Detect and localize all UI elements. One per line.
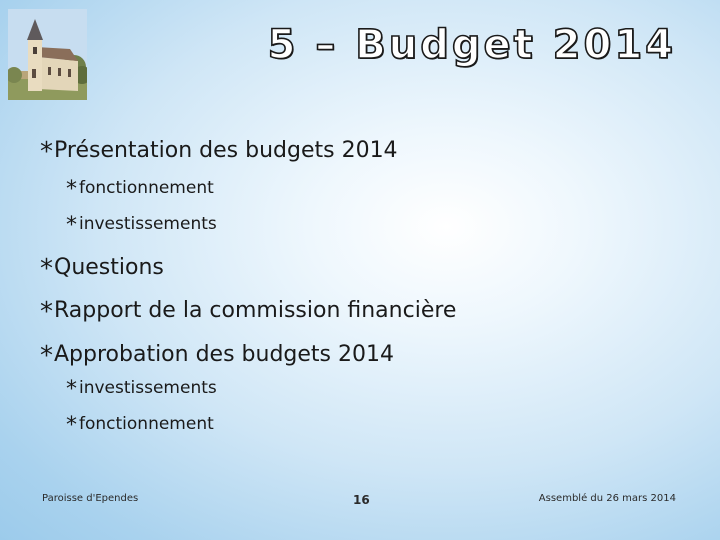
bullet-marker: * (66, 177, 77, 202)
bullet-marker: * (40, 137, 53, 167)
footer-right: Assemblé du 26 mars 2014 (538, 493, 676, 504)
footer-left: Paroisse d'Ependes (42, 493, 139, 504)
bullet-text: fonctionnement (79, 178, 214, 198)
church-illustration (8, 9, 87, 100)
bullet-marker: * (66, 213, 77, 238)
bullet-item (40, 251, 164, 284)
bullet-item (66, 174, 214, 202)
bullet-text: Questions (54, 255, 164, 280)
bullet-marker: * (66, 413, 77, 438)
bullet-item (66, 410, 214, 438)
bullet-item (40, 338, 394, 371)
bullet-item (40, 294, 457, 327)
bullet-item (40, 134, 398, 167)
bullet-marker: * (66, 377, 77, 402)
bullet-marker: * (40, 341, 53, 371)
bullet-text: Présentation des budgets 2014 (54, 138, 398, 163)
slide-title: 5 – Budget 2014 (267, 22, 676, 68)
bullet-text: Approbation des budgets 2014 (54, 342, 394, 367)
bullet-text: investissements (79, 214, 217, 234)
bullet-text: investissements (79, 378, 217, 398)
bullet-text: fonctionnement (79, 414, 214, 434)
church-photo (8, 9, 87, 100)
bullet-item (66, 374, 217, 402)
bullet-text: Rapport de la commission financière (54, 298, 457, 323)
bullet-marker: * (40, 254, 53, 284)
bullet-item (66, 210, 217, 238)
page-number: 16 (353, 493, 370, 507)
bullet-marker: * (40, 297, 53, 327)
